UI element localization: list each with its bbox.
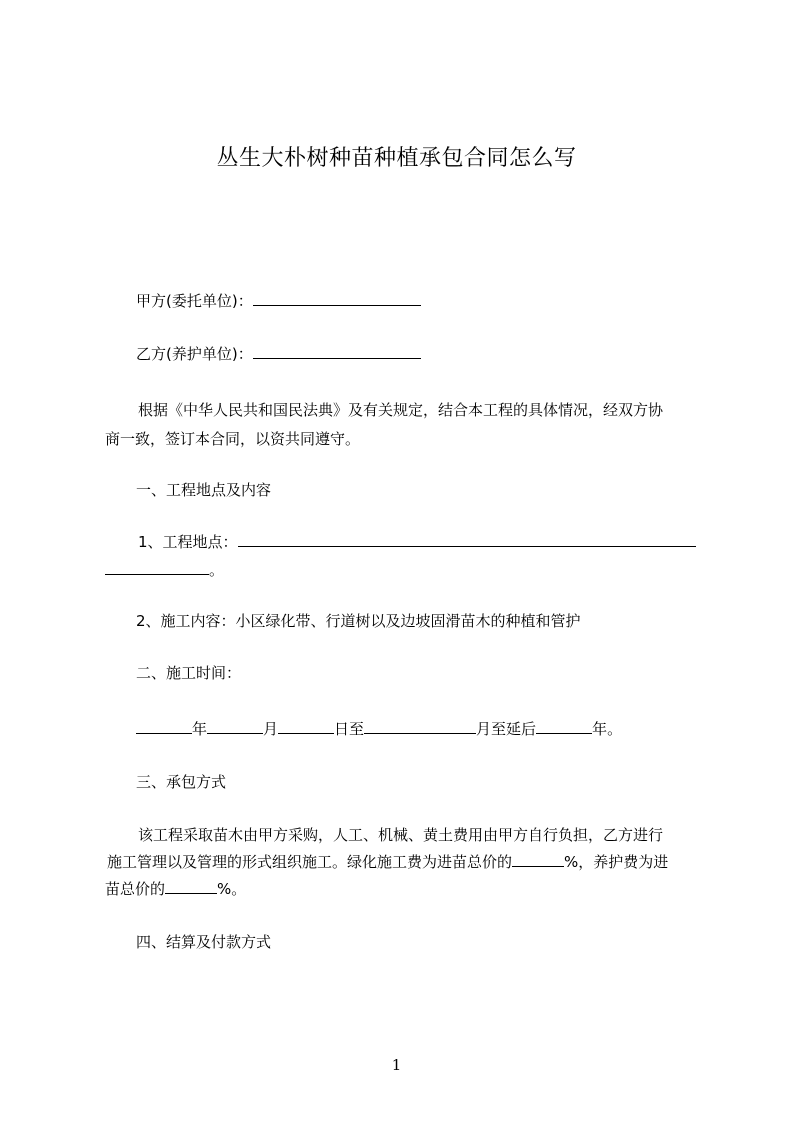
month-label: 月 [263,720,279,738]
item-2-line: 2、施工内容：小区绿化带、行道树以及边坡固滑苗木的种植和管护 [136,612,581,630]
item-1-blank [238,533,696,547]
party-b-blank [253,345,421,359]
item-1-line [138,533,696,551]
intro-line-2: 商一致，签订本合同，以资共同遵守。 [105,430,361,448]
day-to-label: 日至 [334,720,365,738]
item-1-end: 。 [209,561,225,579]
section-3-heading: 三、承包方式 [136,773,227,791]
party-a-label: 甲方(委托单位)： [136,292,253,310]
section-4-heading: 四、结算及付款方式 [136,933,272,951]
contract-line-3 [105,880,246,898]
day-blank [278,720,334,734]
contract-line-2-text: 施工管理以及管理的形式组织施工。绿化施工费为进苗总价的 [107,853,513,871]
section-2-heading: 二、施工时间： [136,664,242,682]
party-b-line [136,345,421,363]
year-label: 年 [192,720,208,738]
extend-label: 月至延后 [476,720,537,738]
item-1-blank-2 [105,561,209,575]
page-number: 1 [391,1056,402,1074]
end-month-blank [364,720,476,734]
time-line [136,720,622,738]
contract-line-3-text: 苗总价的 [105,880,166,898]
end-year-blank [536,720,592,734]
party-a-blank [253,292,421,306]
document-title: 丛生大朴树种苗种植承包合同怎么写 [216,146,577,171]
contract-line-2-end: %，养护费为进 [564,853,669,871]
item-1-continuation [105,561,224,579]
contract-line-2 [107,853,668,871]
item-1-label: 1、工程地点： [138,533,238,551]
party-a-line [136,292,421,310]
end-year-label: 年。 [592,720,623,738]
intro-line-1: 根据《中华人民共和国民法典》及有关规定，结合本工程的具体情况，经双方协 [138,401,664,419]
party-b-label: 乙方(养护单位)： [136,345,253,363]
contract-line-3-end: %。 [217,880,247,898]
year-blank [136,720,192,734]
month-blank [207,720,263,734]
maintenance-fee-blank [165,880,217,894]
construction-fee-blank [512,853,564,867]
contract-line-1: 该工程采取苗木由甲方采购，人工、机械、黄土费用由甲方自行负担，乙方进行 [138,826,664,844]
section-1-heading: 一、工程地点及内容 [136,481,272,499]
